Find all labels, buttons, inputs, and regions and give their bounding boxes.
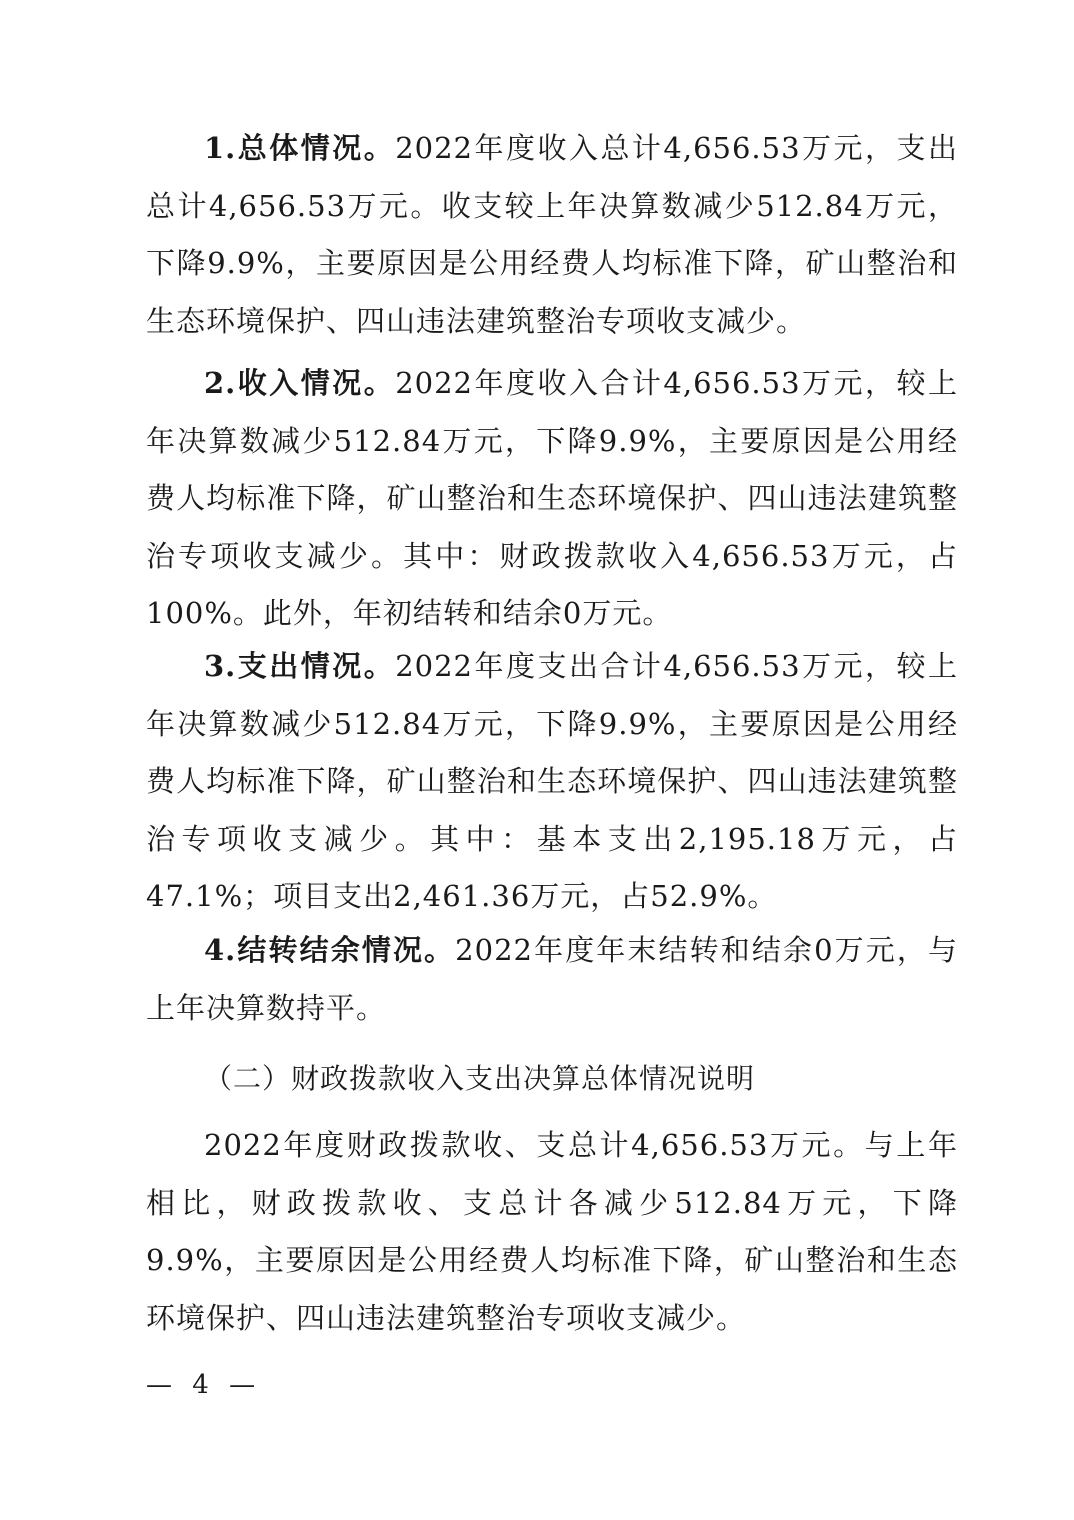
paragraph-income [146, 355, 958, 643]
paragraph-body: 2022年度收入合计4,656.53万元，较上年决算数减少512.84万元，下降9.9%，主要原因是公用经费人均标准下降，矿山整治和生态环境保护、四山违法建筑整治专项收支减少。其中：财政拨款收入4,656.53万元，占100%。此外，年初结转和结余0万元。 [146, 366, 958, 630]
paragraph-fiscal-summary: 2022年度财政拨款收、支总计4,656.53万元。与上年相比，财政拨款收、支总计各减少512.84万元，下降9.9%，主要原因是公用经费人均标准下降，矿山整治和生态环境保护、四山违法建筑整治专项收支减少。 [146, 1128, 958, 1335]
page-number: — 4 — [146, 1370, 262, 1400]
paragraph-lead: 1.总体情况。 [204, 131, 396, 165]
paragraph-lead: 4.结转结余情况。 [204, 933, 456, 967]
paragraph-expenditure [146, 638, 958, 926]
paragraph-lead: 2.收入情况。 [204, 366, 396, 400]
paragraph-body: 2022年度收入总计4,656.53万元，支出总计4,656.53万元。收支较上年决算数减少512.84万元，下降9.9%，主要原因是公用经费人均标准下降，矿山整治和生态环境保护、四山违法建筑整治专项收支减少。 [146, 131, 958, 338]
paragraph-overall [146, 120, 958, 350]
paragraph-lead: 3.支出情况。 [204, 649, 396, 683]
paragraph-carryover [146, 922, 958, 1037]
paragraph-body: 2022年度支出合计4,656.53万元，较上年决算数减少512.84万元，下降9.9%，主要原因是公用经费人均标准下降，矿山整治和生态环境保护、四山违法建筑整治专项收支减少。其中：基本支出2,195.18万元，占47.1%；项目支出2,461.36万元，占52.9%。 [146, 649, 958, 913]
section-heading: （二）财政拨款收入支出决算总体情况说明 [204, 1062, 756, 1095]
paragraph-body: 2022年度年末结转和结余0万元，与上年决算数持平。 [146, 933, 958, 1025]
